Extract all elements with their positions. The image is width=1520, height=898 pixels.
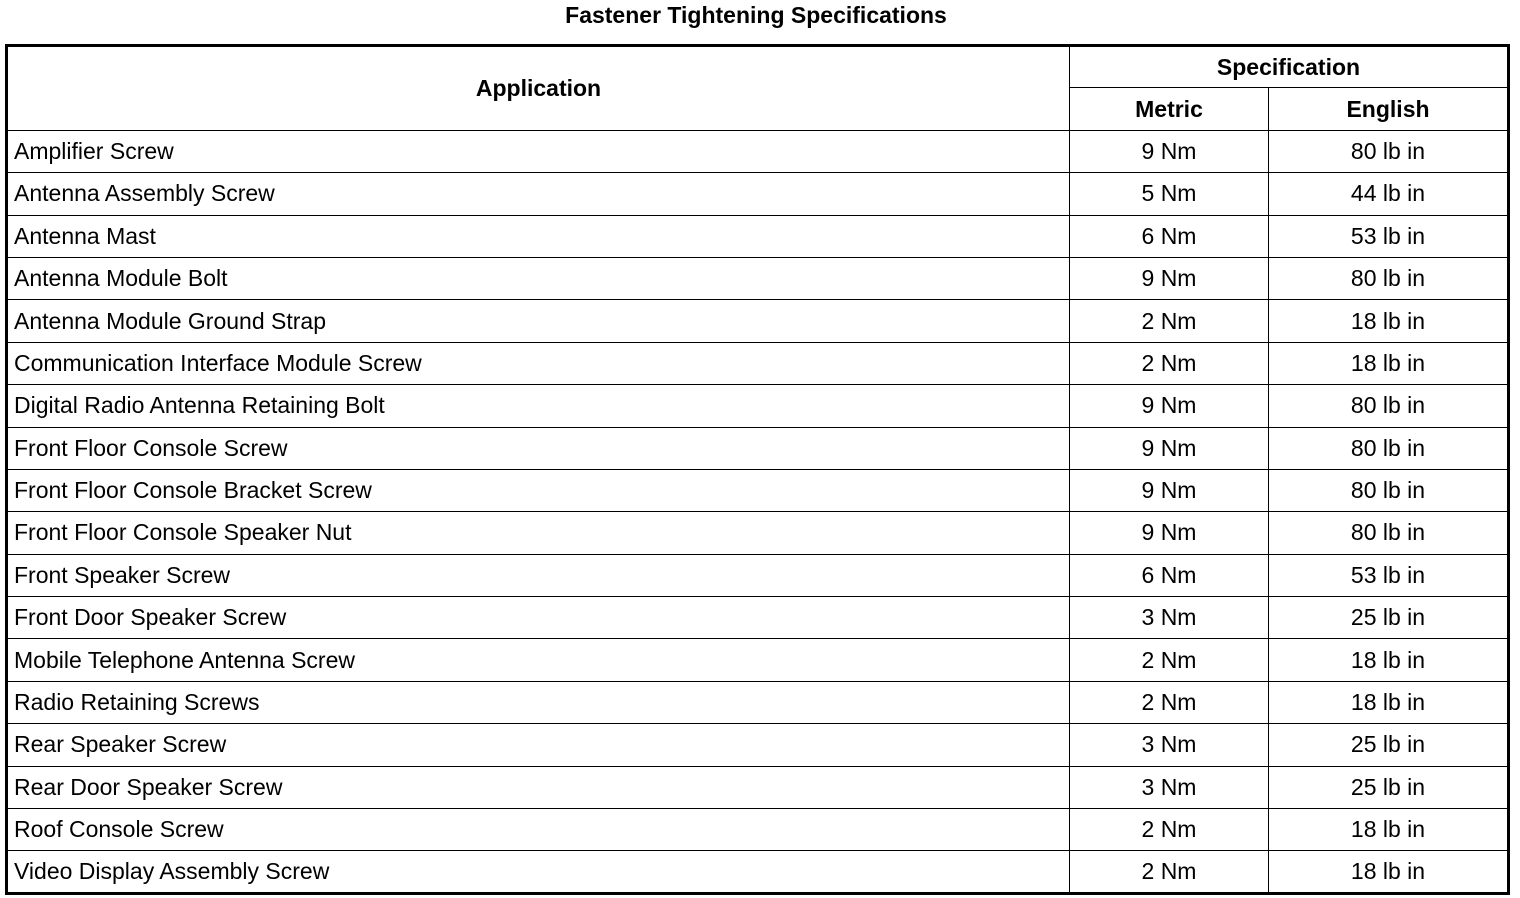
application-cell: Front Door Speaker Screw xyxy=(7,597,1070,639)
metric-cell: 3 Nm xyxy=(1070,766,1269,808)
application-cell: Mobile Telephone Antenna Screw xyxy=(7,639,1070,681)
column-header-specification: Specification xyxy=(1070,46,1509,88)
application-cell: Antenna Module Bolt xyxy=(7,257,1070,299)
metric-cell: 9 Nm xyxy=(1070,130,1269,172)
english-cell: 25 lb in xyxy=(1269,597,1509,639)
metric-cell: 9 Nm xyxy=(1070,427,1269,469)
table-row xyxy=(7,724,1509,766)
application-cell: Front Floor Console Screw xyxy=(7,427,1070,469)
table-row xyxy=(7,809,1509,851)
table-row xyxy=(7,597,1509,639)
english-cell: 44 lb in xyxy=(1269,173,1509,215)
english-cell: 80 lb in xyxy=(1269,469,1509,511)
table-row xyxy=(7,427,1509,469)
english-cell: 25 lb in xyxy=(1269,766,1509,808)
table-row xyxy=(7,130,1509,172)
table-row xyxy=(7,554,1509,596)
column-header-metric: Metric xyxy=(1070,88,1269,130)
table-row xyxy=(7,469,1509,511)
table-row xyxy=(7,257,1509,299)
english-cell: 80 lb in xyxy=(1269,385,1509,427)
english-cell: 80 lb in xyxy=(1269,130,1509,172)
table-row xyxy=(7,766,1509,808)
column-header-english: English xyxy=(1269,88,1509,130)
application-cell: Antenna Module Ground Strap xyxy=(7,300,1070,342)
metric-cell: 6 Nm xyxy=(1070,554,1269,596)
application-cell: Amplifier Screw xyxy=(7,130,1070,172)
english-cell: 80 lb in xyxy=(1269,427,1509,469)
english-cell: 18 lb in xyxy=(1269,809,1509,851)
table-row xyxy=(7,639,1509,681)
fastener-spec-table xyxy=(5,44,1510,895)
metric-cell: 2 Nm xyxy=(1070,639,1269,681)
english-cell: 18 lb in xyxy=(1269,851,1509,893)
table-row xyxy=(7,342,1509,384)
english-cell: 80 lb in xyxy=(1269,512,1509,554)
column-header-application: Application xyxy=(7,46,1070,131)
english-cell: 53 lb in xyxy=(1269,554,1509,596)
application-cell: Front Floor Console Bracket Screw xyxy=(7,469,1070,511)
page-title: Fastener Tightening Specifications xyxy=(565,2,947,28)
english-cell: 25 lb in xyxy=(1269,724,1509,766)
application-cell: Front Speaker Screw xyxy=(7,554,1070,596)
metric-cell: 2 Nm xyxy=(1070,300,1269,342)
english-cell: 18 lb in xyxy=(1269,639,1509,681)
application-cell: Antenna Assembly Screw xyxy=(7,173,1070,215)
english-cell: 53 lb in xyxy=(1269,215,1509,257)
application-cell: Front Floor Console Speaker Nut xyxy=(7,512,1070,554)
metric-cell: 9 Nm xyxy=(1070,469,1269,511)
application-cell: Radio Retaining Screws xyxy=(7,681,1070,723)
application-cell: Roof Console Screw xyxy=(7,809,1070,851)
metric-cell: 9 Nm xyxy=(1070,512,1269,554)
header-row-top xyxy=(7,46,1509,88)
table-row xyxy=(7,215,1509,257)
table-row xyxy=(7,851,1509,893)
metric-cell: 2 Nm xyxy=(1070,851,1269,893)
metric-cell: 2 Nm xyxy=(1070,809,1269,851)
table-row xyxy=(7,681,1509,723)
metric-cell: 2 Nm xyxy=(1070,681,1269,723)
application-cell: Communication Interface Module Screw xyxy=(7,342,1070,384)
metric-cell: 6 Nm xyxy=(1070,215,1269,257)
metric-cell: 3 Nm xyxy=(1070,597,1269,639)
table-row xyxy=(7,512,1509,554)
english-cell: 80 lb in xyxy=(1269,257,1509,299)
table-row xyxy=(7,173,1509,215)
table-row xyxy=(7,300,1509,342)
metric-cell: 9 Nm xyxy=(1070,385,1269,427)
table-body xyxy=(7,130,1509,893)
application-cell: Digital Radio Antenna Retaining Bolt xyxy=(7,385,1070,427)
metric-cell: 3 Nm xyxy=(1070,724,1269,766)
metric-cell: 2 Nm xyxy=(1070,342,1269,384)
english-cell: 18 lb in xyxy=(1269,342,1509,384)
table-row xyxy=(7,385,1509,427)
application-cell: Antenna Mast xyxy=(7,215,1070,257)
english-cell: 18 lb in xyxy=(1269,681,1509,723)
application-cell: Video Display Assembly Screw xyxy=(7,851,1070,893)
english-cell: 18 lb in xyxy=(1269,300,1509,342)
application-cell: Rear Speaker Screw xyxy=(7,724,1070,766)
application-cell: Rear Door Speaker Screw xyxy=(7,766,1070,808)
metric-cell: 9 Nm xyxy=(1070,257,1269,299)
metric-cell: 5 Nm xyxy=(1070,173,1269,215)
